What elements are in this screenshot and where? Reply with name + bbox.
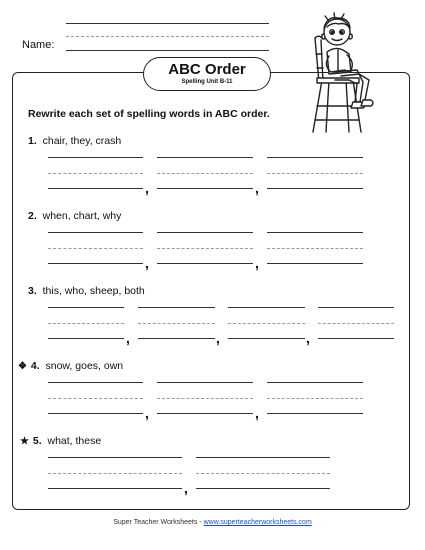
- answer-midline: [48, 173, 143, 174]
- question-number: 3.: [28, 285, 37, 297]
- comma-separator: ,: [255, 405, 259, 421]
- name-line-dashed: [66, 36, 269, 37]
- question-number: 1.: [28, 135, 37, 147]
- answer-midline: [138, 323, 215, 324]
- answer-midline: [228, 323, 305, 324]
- answer-field[interactable]: [138, 338, 215, 339]
- answer-midline: [157, 398, 253, 399]
- answer-field[interactable]: [157, 413, 253, 414]
- answer-field[interactable]: [48, 413, 143, 414]
- answer-guide-line: [48, 457, 182, 458]
- answer-midline: [157, 173, 253, 174]
- answer-field[interactable]: [157, 188, 253, 189]
- answer-midline: [48, 398, 143, 399]
- answer-field[interactable]: [48, 188, 143, 189]
- diamond-marker-icon: ❖: [18, 361, 27, 372]
- answer-midline: [267, 173, 363, 174]
- name-label: Name:: [22, 39, 55, 51]
- answer-field[interactable]: [157, 263, 253, 264]
- question-number: 2.: [28, 210, 37, 222]
- answer-field[interactable]: [267, 263, 363, 264]
- question-words: snow, goes, own: [45, 360, 124, 372]
- answer-guide-line: [48, 232, 143, 233]
- answer-guide-line: [267, 157, 363, 158]
- question-4: [18, 360, 123, 372]
- answer-guide-line: [48, 157, 143, 158]
- boy-on-stool-illustration: [305, 10, 385, 135]
- question-3: [28, 285, 145, 297]
- comma-separator: ,: [255, 255, 259, 271]
- comma-separator: ,: [216, 330, 220, 346]
- comma-separator: ,: [145, 405, 149, 421]
- page-title: ABC Order: [168, 61, 246, 78]
- question-number: 4.: [30, 360, 40, 372]
- footer-brand: Super Teacher Worksheets: [113, 519, 198, 526]
- question-number: 5.: [32, 435, 42, 447]
- comma-separator: ,: [255, 180, 259, 196]
- comma-separator: ,: [145, 255, 149, 271]
- answer-field[interactable]: [48, 488, 182, 489]
- answer-guide-line: [196, 457, 330, 458]
- question-words: when, chart, why: [42, 210, 122, 222]
- comma-separator: ,: [145, 180, 149, 196]
- answer-guide-line: [267, 382, 363, 383]
- answer-guide-line: [157, 157, 253, 158]
- answer-field[interactable]: [228, 338, 305, 339]
- answer-field[interactable]: [267, 188, 363, 189]
- answer-midline: [48, 323, 124, 324]
- comma-separator: ,: [306, 330, 310, 346]
- answer-midline: [48, 248, 143, 249]
- answer-guide-line: [48, 382, 143, 383]
- question-words: this, who, sheep, both: [42, 285, 145, 297]
- footer-link[interactable]: www.superteacherworksheets.com: [203, 519, 312, 526]
- answer-field[interactable]: [267, 413, 363, 414]
- comma-separator: ,: [184, 480, 188, 496]
- question-1: [28, 135, 121, 147]
- question-5: [20, 435, 101, 447]
- answer-midline: [196, 473, 330, 474]
- answer-midline: [318, 323, 394, 324]
- answer-guide-line: [157, 382, 253, 383]
- comma-separator: ,: [126, 330, 130, 346]
- answer-guide-line: [228, 307, 305, 308]
- answer-midline: [267, 248, 363, 249]
- question-words: chair, they, crash: [42, 135, 122, 147]
- answer-guide-line: [48, 307, 124, 308]
- answer-midline: [48, 473, 182, 474]
- answer-guide-line: [138, 307, 215, 308]
- question-words: what, these: [47, 435, 102, 447]
- answer-field[interactable]: [318, 338, 394, 339]
- answer-field[interactable]: [196, 488, 330, 489]
- answer-midline: [267, 398, 363, 399]
- answer-guide-line: [318, 307, 394, 308]
- star-marker-icon: ★: [20, 436, 29, 447]
- footer: [0, 519, 425, 526]
- footer-separator: -: [197, 519, 204, 526]
- question-2: [28, 210, 121, 222]
- answer-guide-line: [157, 232, 253, 233]
- title-badge: [143, 57, 271, 91]
- instructions: Rewrite each set of spelling words in ABC order.: [28, 108, 270, 120]
- page-subtitle: Spelling Unit B-11: [181, 79, 233, 85]
- answer-guide-line: [267, 232, 363, 233]
- answer-field[interactable]: [48, 263, 143, 264]
- name-field[interactable]: [66, 50, 269, 51]
- name-line-top: [66, 23, 269, 24]
- answer-midline: [157, 248, 253, 249]
- answer-field[interactable]: [48, 338, 124, 339]
